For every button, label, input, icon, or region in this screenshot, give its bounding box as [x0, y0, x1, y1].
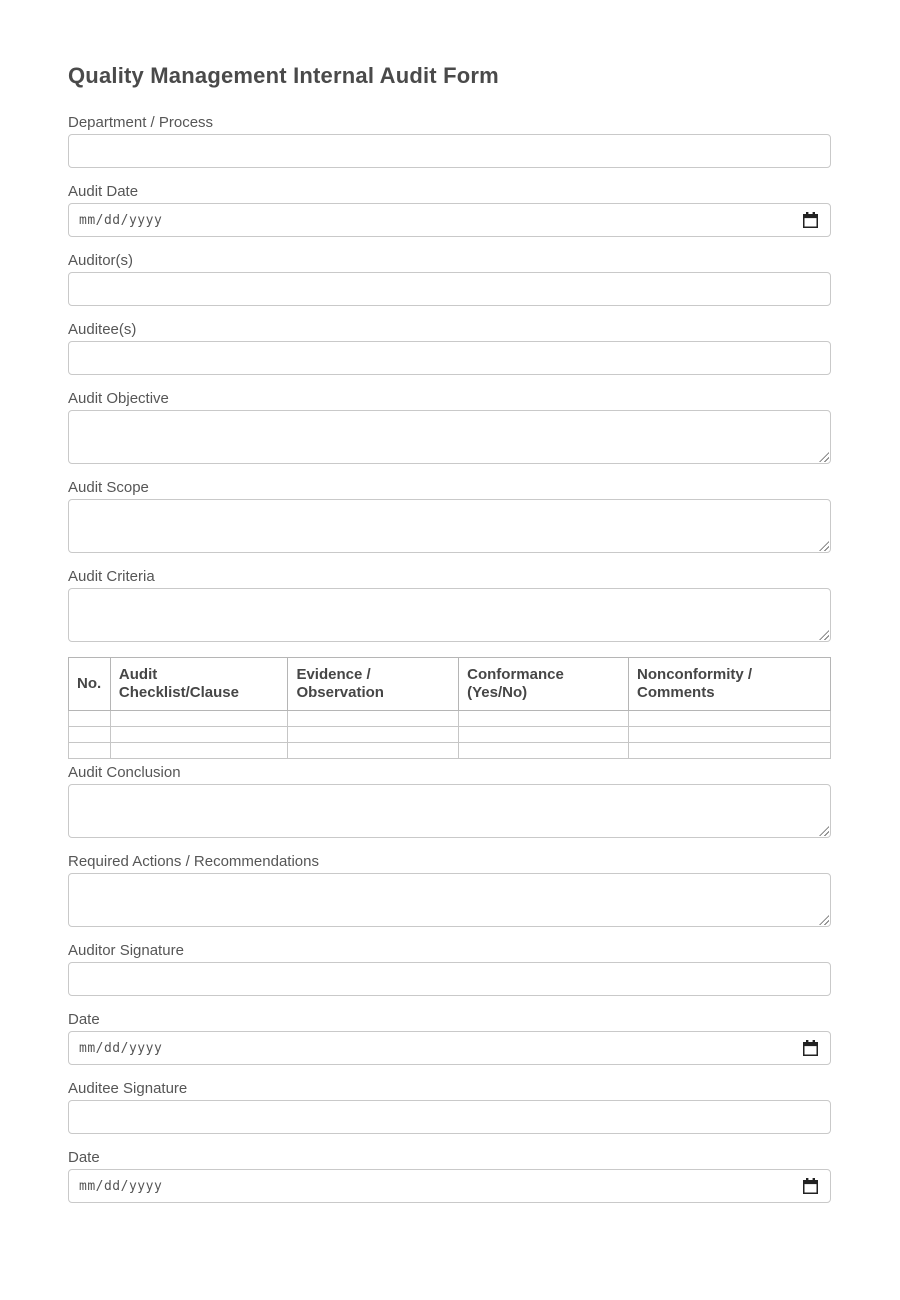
calendar-icon[interactable]	[803, 212, 818, 228]
field-audit-scope	[68, 479, 831, 553]
auditee-signature-label: Auditee Signature	[68, 1080, 188, 1097]
audit-scope-label: Audit Scope	[68, 479, 149, 496]
audit-scope-textarea[interactable]	[68, 499, 831, 553]
table-cell	[110, 711, 288, 727]
field-audit-criteria	[68, 568, 831, 642]
required-actions-label: Required Actions / Recommendations	[68, 853, 319, 870]
audit-criteria-label: Audit Criteria	[68, 568, 155, 585]
auditor-signature-label: Auditor Signature	[68, 942, 184, 959]
table-row	[69, 743, 831, 759]
table-cell	[288, 711, 459, 727]
table-header-conformance: Conformance (Yes/No)	[459, 658, 629, 711]
department-process-input[interactable]	[68, 134, 831, 168]
table-cell	[629, 743, 831, 759]
auditor-date-placeholder: mm/dd/yyyy	[79, 1040, 163, 1056]
auditors-input[interactable]	[68, 272, 831, 306]
table-row	[69, 711, 831, 727]
auditee-date-input[interactable]	[68, 1169, 831, 1203]
table-cell	[288, 727, 459, 743]
auditee-date-placeholder: mm/dd/yyyy	[79, 1178, 163, 1194]
auditee-signature-input[interactable]	[68, 1100, 831, 1134]
audit-form	[68, 0, 831, 1246]
auditee-date-label: Date	[68, 1149, 100, 1166]
table-cell	[629, 711, 831, 727]
audit-date-input[interactable]	[68, 203, 831, 237]
audit-conclusion-textarea[interactable]	[68, 784, 831, 838]
table-cell	[288, 743, 459, 759]
audit-objective-label: Audit Objective	[68, 390, 169, 407]
auditor-date-input[interactable]	[68, 1031, 831, 1065]
table-header-row	[69, 658, 831, 711]
table-cell	[69, 743, 111, 759]
table-header-checklist: Audit Checklist/Clause	[110, 658, 288, 711]
table-cell	[69, 711, 111, 727]
audit-checklist-table	[68, 657, 831, 759]
auditor-signature-input[interactable]	[68, 962, 831, 996]
audit-objective-textarea[interactable]	[68, 410, 831, 464]
auditors-label: Auditor(s)	[68, 252, 134, 269]
audit-criteria-textarea[interactable]	[68, 588, 831, 642]
field-audit-conclusion	[68, 764, 831, 838]
table-cell	[459, 743, 629, 759]
field-auditor-date	[68, 1011, 831, 1065]
table-cell	[110, 727, 288, 743]
audit-date-label: Audit Date	[68, 183, 139, 200]
table-cell	[459, 727, 629, 743]
audit-conclusion-label: Audit Conclusion	[68, 764, 181, 781]
table-cell	[629, 727, 831, 743]
table-header-evidence: Evidence / Observation	[288, 658, 459, 711]
page-title: Quality Management Internal Audit Form	[68, 63, 499, 88]
table-header-nonconformity: Nonconformity / Comments	[629, 658, 831, 711]
field-auditees	[68, 321, 831, 375]
table-cell	[69, 727, 111, 743]
calendar-icon[interactable]	[803, 1040, 818, 1056]
field-auditors	[68, 252, 831, 306]
auditor-date-label: Date	[68, 1011, 100, 1028]
table-row	[69, 727, 831, 743]
table-header-no: No.	[69, 658, 111, 711]
auditees-input[interactable]	[68, 341, 831, 375]
department-process-label: Department / Process	[68, 114, 214, 131]
field-audit-objective	[68, 390, 831, 464]
field-required-actions	[68, 853, 831, 927]
table-cell	[110, 743, 288, 759]
required-actions-textarea[interactable]	[68, 873, 831, 927]
table-cell	[459, 711, 629, 727]
field-auditee-signature	[68, 1080, 831, 1134]
field-auditee-date	[68, 1149, 831, 1203]
auditees-label: Auditee(s)	[68, 321, 137, 338]
audit-date-placeholder: mm/dd/yyyy	[79, 212, 163, 228]
field-department-process	[68, 114, 831, 168]
field-auditor-signature	[68, 942, 831, 996]
field-audit-date	[68, 183, 831, 237]
calendar-icon[interactable]	[803, 1178, 818, 1194]
